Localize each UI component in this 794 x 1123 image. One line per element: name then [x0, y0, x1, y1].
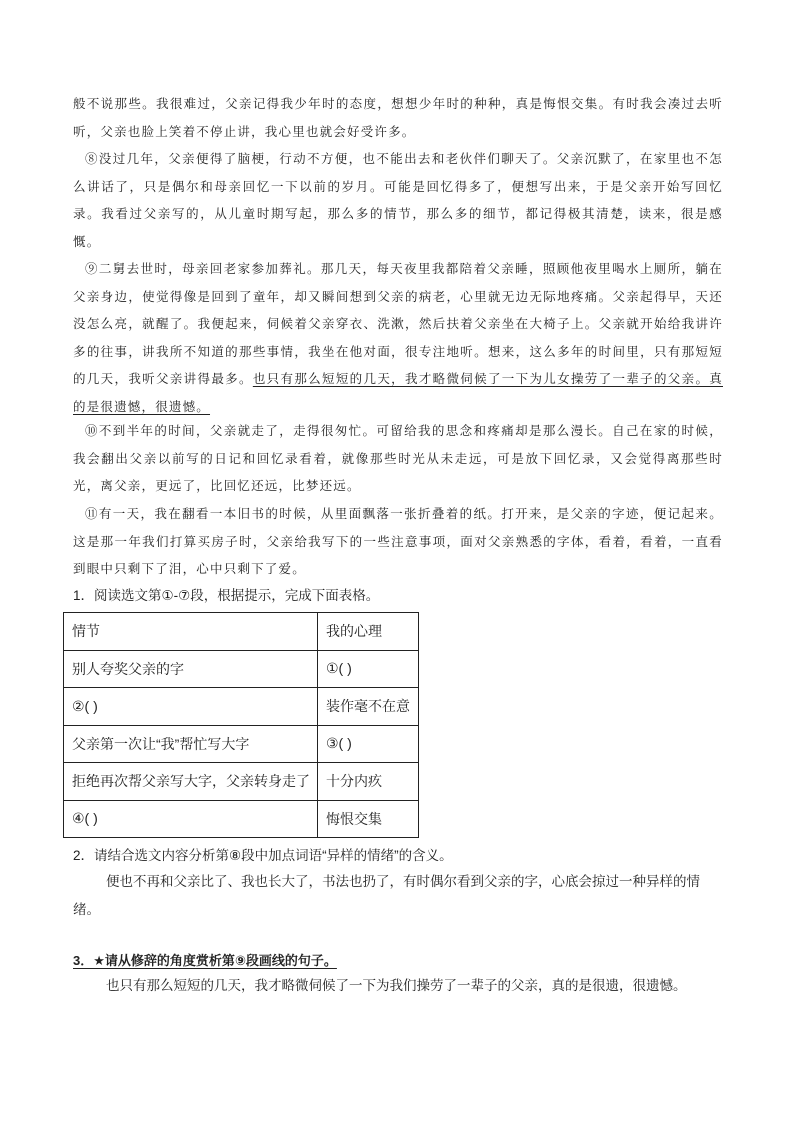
- question-3-answer: 也只有那么短短的几天，我才略微伺候了一下为我们操劳了一辈子的父亲，真的是很遗，很遗憾。: [106, 978, 687, 993]
- table-cell: 别人夸奖父亲的字: [64, 650, 318, 688]
- question-3-prompt: 3．★请从修辞的角度赏析第⑨段画线的句子。: [73, 953, 337, 968]
- passage-paragraph-8: ⑧没过几年，父亲便得了脑梗，行动不方便，也不能出去和老伙伴们聊天了。父亲沉默了，在家里也不怎么讲话了，只是偶尔和母亲回忆一下以前的岁月。可能是回忆得多了，便想写出来，于是父亲开始写回忆录。我看过父亲写的，从儿童时期写起，那么多的情节，那么多的细节，都记得极其清楚，读来，很是感慨。: [73, 151, 723, 249]
- table-cell: 十分内疚: [318, 763, 419, 801]
- answer-blank-1[interactable]: ①( ): [318, 650, 419, 688]
- question-1-prompt: 1．阅读选文第①-⑦段，根据提示，完成下面表格。: [73, 588, 380, 603]
- table-row: [64, 763, 419, 801]
- passage-paragraph-9: [73, 255, 723, 420]
- answer-blank-3[interactable]: ③( ): [318, 725, 419, 763]
- answer-blank-4[interactable]: ④( ): [64, 800, 318, 838]
- question-2-answer: 便也不再和父亲比了、我也长大了，书法也扔了，有时偶尔看到父亲的字，心底会掠过一种异样的情绪。: [73, 874, 700, 917]
- table-cell: 装作毫不在意: [318, 688, 419, 726]
- table-cell: 拒绝再次帮父亲写大字，父亲转身走了: [64, 763, 318, 801]
- table-row: [64, 650, 419, 688]
- passage-paragraph-10: ⑩不到半年的时间，父亲就走了，走得很匆忙。可留给我的思念和疼痛却是那么漫长。自己在家的时候，我会翻出父亲以前写的日记和回忆录看着，就像那些时光从未走远，可是放下回忆录，又会觉得离那些时光，离父亲，更远了，比回忆还远，比梦还远。: [73, 423, 723, 493]
- table-row: [64, 800, 419, 838]
- passage-paragraph-11: ⑪有一天，我在翻看一本旧书的时候，从里面飘落一张折叠着的纸。打开来，是父亲的字迹，便记起来。这是那一年我们打算买房子时，父亲给我写下的一些注意事项，面对父亲熟悉的字体，看着，看着，一直看到眼中只剩下了泪，心中只剩下了爱。: [73, 506, 723, 576]
- table-row: [64, 688, 419, 726]
- paragraph-9-text: ⑨二舅去世时，母亲回老家参加葬礼。那几天，每天夜里我都陪着父亲睡，照顾他夜里喝水上厕所，躺在父亲身边，使觉得像是回到了童年，却又瞬间想到父亲的病老，心里就无边无际地疼痛。父亲起得早，天还没怎么亮，就醒了。我便起来，伺候着父亲穿衣、洗漱，然后扶着父亲坐在大椅子上。父亲就开始给我讲许多的往事，讲我所不知道的那些事情，我坐在他对面，很专注地听。想来，这么多年的时间里，只有那短短的几天，我听父亲讲得最多。: [73, 261, 723, 386]
- table-header-feeling: 我的心理: [318, 613, 419, 651]
- table-cell: 父亲第一次让“我”帮忙写大字: [64, 725, 318, 763]
- passage-paragraph-continued: 般不说那些。我很难过，父亲记得我少年时的态度，想想少年时的种种，真是悔恨交集。有时我会凑过去听听，父亲也脸上笑着不停止讲，我心里也就会好受许多。: [73, 96, 723, 139]
- paragraph-9-underlined-sentence: 也只有那么短短的几天，我才略微伺候了一下为儿女操劳了一辈子的父亲。真的是很遗憾，很遗憾。: [73, 371, 723, 414]
- question-2-prompt: 2．请结合选文内容分析第⑧段中加点词语“异样的情绪”的含义。: [73, 848, 453, 863]
- table-row: [64, 725, 419, 763]
- answer-blank-2[interactable]: ②( ): [64, 688, 318, 726]
- table-cell: 悔恨交集: [318, 800, 419, 838]
- question-1-table: [63, 612, 419, 838]
- table-header-plot: 情节: [64, 613, 318, 651]
- table-header-row: [64, 613, 419, 651]
